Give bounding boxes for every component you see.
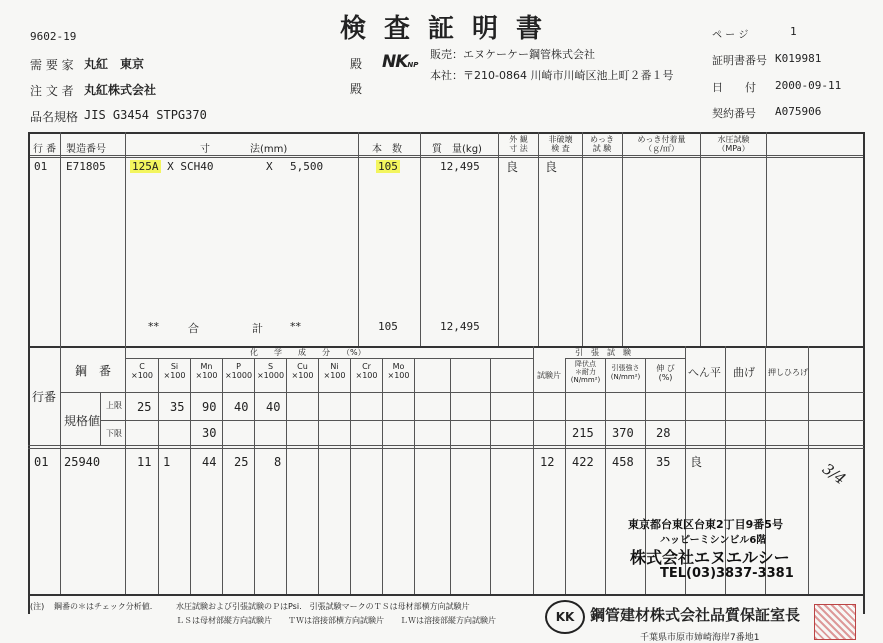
handwritten-mark: 3/4 (819, 459, 850, 489)
data-p: 25 (234, 455, 249, 469)
qa-address: 千葉県市原市姉崎海岸7番地1 (640, 633, 760, 643)
quantity-value: 105 (378, 160, 398, 173)
header-nondestructive: 非破壊 検 査 (548, 135, 573, 153)
total-label-b: 計 (252, 322, 263, 335)
data-tensile: 458 (612, 455, 634, 469)
spec-value: JIS G3454 STPG370 (84, 108, 207, 122)
data-specimen: 12 (540, 455, 555, 469)
header-visual-dimension: 外 観 寸 法 (509, 135, 528, 153)
cert-number-label: 証明書番号 (712, 54, 767, 67)
header-plating-weight: めっき付着量 （ｇ/㎡） (637, 135, 686, 153)
official-seal-icon (814, 604, 856, 640)
manufacturing-number: E71805 (66, 160, 106, 173)
stamp-building: ハッピーミシンビル6階 (660, 535, 767, 546)
weight-value: 12,495 (440, 160, 480, 173)
lower-elongation: 28 (656, 426, 671, 440)
total-star-left: ** (148, 320, 159, 333)
page-label: ペ ー ジ (712, 30, 749, 41)
upper-s: 40 (266, 400, 281, 414)
flattening-header: へん平 (688, 366, 721, 379)
elongation-header: 伸 び (%) (656, 364, 675, 382)
upper-mn: 90 (202, 400, 217, 414)
contract-number: A075906 (775, 105, 822, 118)
note-2: 水圧試験および引張試験のＰはPsi. 引張試験マークのＴＳは母材部横方向試験片 (176, 602, 470, 611)
chemical-title: 化 学 成 分 （%） (250, 348, 366, 357)
total-weight: 12,495 (440, 320, 480, 333)
tensile-strength-header: 引張強さ (N/mm²) (610, 364, 641, 381)
document-number: 9602-19 (30, 30, 77, 43)
bend-header: 曲げ (733, 366, 755, 379)
page-number: 1 (790, 25, 797, 38)
element-cu: Cu ×100 (291, 362, 314, 380)
element-c: C ×100 (131, 362, 153, 380)
upper-p: 40 (234, 400, 249, 414)
customer-value: 丸紅 東京 (84, 57, 145, 71)
header-dimensions: 寸 法(mm) (200, 144, 288, 155)
dimension-line (130, 160, 213, 173)
qa-organization: 鋼管建材株式会社品質保証室長 (590, 606, 801, 624)
total-label-a: 合 (188, 322, 199, 335)
lower-yield: 215 (572, 426, 594, 440)
date-label: 日 付 (712, 81, 756, 94)
date-value: 2000-09-11 (775, 79, 842, 92)
header-quantity: 本 数 (372, 144, 402, 155)
lower-row-label: 行番 (32, 390, 57, 404)
upper-si: 35 (170, 400, 185, 414)
upper-limit-label: 上限 (106, 401, 122, 410)
customer-label: 需 要 家 (30, 58, 74, 72)
data-elongation: 35 (656, 455, 671, 469)
element-mn: Mn ×100 (195, 362, 218, 380)
note-label: (注) (30, 602, 45, 611)
data-mn: 44 (202, 455, 217, 469)
data-si: 1 (163, 455, 171, 469)
stamp-company: 株式会社エヌエルシー (630, 548, 790, 567)
stamp-tel: TEL(03)3837-3381 (660, 566, 794, 581)
row-number: 01 (34, 160, 48, 173)
note-3: ＬＳは母材部縦方向試験片 ＴＷは溶接部横方向試験片 ＬＷは溶接部縦方向試験片 (176, 616, 496, 625)
lower-mn: 30 (202, 426, 217, 440)
contract-label: 契約番号 (712, 107, 756, 120)
data-flattening: 良 (690, 455, 703, 469)
cert-number: K019981 (775, 52, 822, 65)
element-cr: Cr ×100 (355, 362, 378, 380)
stamp-address: 東京都台東区台東2丁目9番5号 (628, 518, 783, 531)
note-1: 鋼番の＊はチェック分析値. (54, 602, 153, 611)
data-row-number: 01 (34, 455, 49, 469)
header-manufacturing-number: 製造番号 (66, 144, 106, 155)
data-s: 8 (274, 455, 282, 469)
dimension-x: X (266, 160, 273, 173)
dimension-spec: X SCH40 (167, 160, 214, 173)
data-yield: 422 (572, 455, 594, 469)
specimen-header: 試験片 (537, 371, 561, 380)
element-si: Si ×100 (163, 362, 186, 380)
header-hydro-test: 水圧試験 （MPa） (717, 135, 750, 153)
honorific-1: 殿 (350, 57, 363, 71)
total-star-right: ** (290, 320, 301, 333)
upper-c: 25 (137, 400, 152, 414)
document-title: 検査証明書 (340, 14, 561, 44)
yield-header: 降伏点 ＊耐力 (N/mm²) (570, 360, 601, 384)
nk-logo: NKNP (382, 52, 419, 72)
pipe-length: 5,500 (290, 160, 324, 173)
data-c: 11 (137, 455, 152, 469)
orderer-value: 丸紅株式会社 (84, 83, 157, 97)
kk-logo-icon: KK (545, 600, 585, 634)
visual-result: 良 (506, 160, 519, 174)
lower-tensile: 370 (612, 426, 634, 440)
element-p: P ×1000 (224, 362, 253, 380)
total-quantity: 105 (378, 320, 398, 333)
element-s: S ×1000 (256, 362, 285, 380)
spec-label: 品名規格 (30, 110, 79, 124)
tensile-title: 引 張 試 験 (575, 348, 631, 357)
seller-address: 本社：〒210-0864 川崎市川崎区池上町２番１号 (430, 69, 674, 82)
header-weight: 質 量(kg) (432, 144, 482, 155)
header-row-number: 行 番 (33, 144, 57, 155)
honorific-2: 殿 (350, 82, 363, 96)
header-plating-test: めっき 試 験 (590, 135, 614, 153)
nondestructive-result: 良 (545, 160, 558, 174)
element-mo: Mo ×100 (387, 362, 410, 380)
orderer-label: 注 文 者 (30, 84, 74, 98)
lower-limit-label: 下限 (106, 429, 122, 438)
seller-name: 販売：エヌケーケー鋼管株式会社 (430, 48, 595, 61)
pipe-size: 125A (132, 160, 159, 173)
spec-value-label: 規格値 (64, 414, 101, 428)
element-ni: Ni ×100 (323, 362, 346, 380)
data-steel-number: 25940 (64, 455, 101, 469)
steel-number-label: 鋼 番 (75, 364, 112, 378)
expansion-header: 押しひろげ (768, 368, 808, 377)
